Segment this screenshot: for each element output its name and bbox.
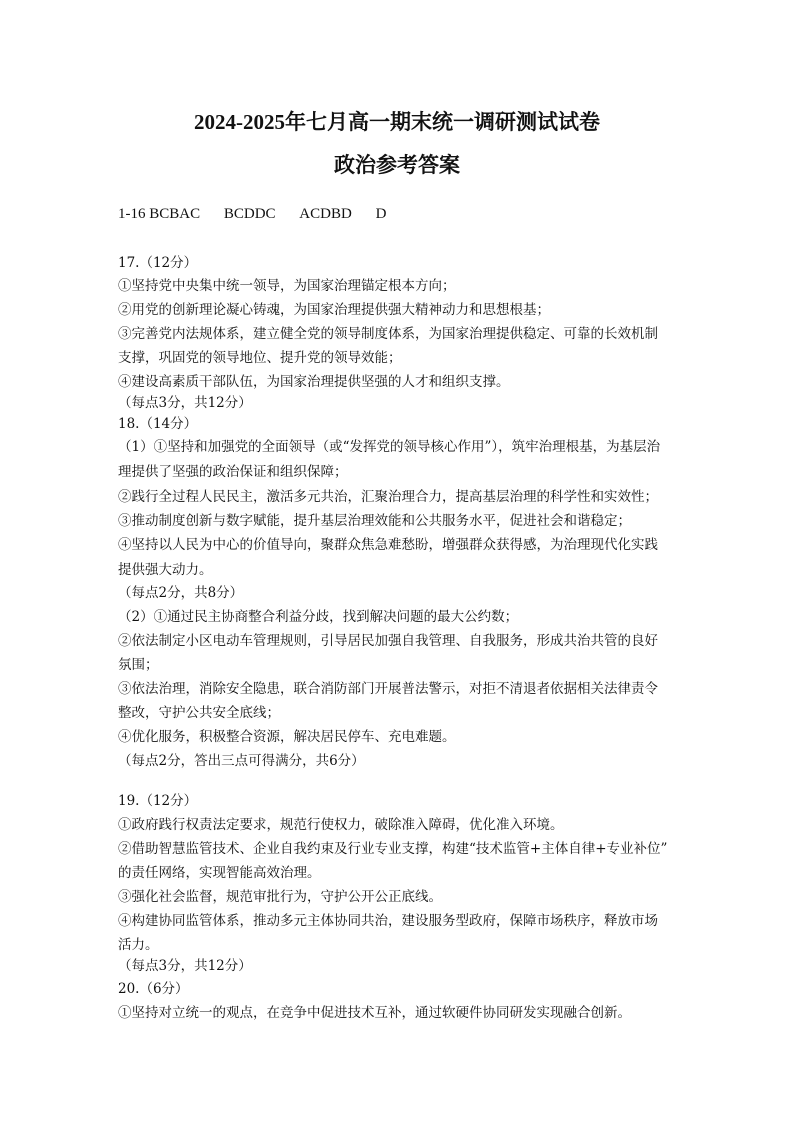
document-title: 2024-2025年七月高一期末统一调研测试试卷 bbox=[194, 110, 600, 134]
text-line: ①坚持党中央集中统一领导，为国家治理锚定根本方向； bbox=[118, 278, 456, 294]
document-subtitle: 政治参考答案 bbox=[334, 153, 460, 177]
multiple-choice-answers bbox=[118, 206, 386, 223]
text-line: 理提供了坚强的政治保证和组织保障； bbox=[118, 464, 348, 480]
text-line: （1）①坚持和加强党的全面领导（或“发挥党的领导核心作用”），筑牢治理根基，为基层治 bbox=[118, 439, 661, 455]
text-line: 整改，守护公共安全底线； bbox=[118, 705, 280, 721]
answer-group-3: ACDBD bbox=[299, 206, 352, 222]
text-line: ②依法制定小区电动车管理规则，引导居民加强自我管理、自我服务，形成共治共管的良好 bbox=[118, 633, 658, 649]
text-line: 18.（14分） bbox=[118, 416, 198, 432]
text-line: 19.（12分） bbox=[118, 793, 198, 809]
text-line: ③推动制度创新与数字赋能，提升基层治理效能和公共服务水平，促进社会和谐稳定； bbox=[118, 513, 631, 529]
text-line: ③完善党内法规体系，建立健全党的领导制度体系，为国家治理提供稳定、可靠的长效机制 bbox=[118, 326, 658, 342]
text-line: （2）①通过民主协商整合利益分歧，找到解决问题的最大公约数； bbox=[118, 609, 519, 625]
text-line: ④优化服务，积极整合资源，解决居民停车、充电难题。 bbox=[118, 729, 456, 745]
text-line: ①政府践行权责法定要求，规范行使权力，破除准入障碍，优化准入环境。 bbox=[118, 817, 564, 833]
text-line: ③强化社会监督，规范审批行为，守护公开公正底线。 bbox=[118, 889, 442, 905]
text-line: ②践行全过程人民民主，激活多元共治，汇聚治理合力，提高基层治理的科学性和实效性； bbox=[118, 489, 658, 505]
answer-group-2: BCDDC bbox=[223, 206, 276, 222]
text-line: （每点2分，答出三点可得满分，共6分） bbox=[118, 753, 365, 769]
text-line: ③依法治理，消除安全隐患，联合消防部门开展普法警示，对拒不清退者依据相关法律责令 bbox=[118, 681, 658, 697]
text-line: （每点3分，共12分） bbox=[118, 958, 252, 974]
text-line: 20.（6分） bbox=[118, 981, 189, 997]
text-line: 的责任网络，实现智能高效治理。 bbox=[118, 865, 321, 881]
text-line: ①坚持对立统一的观点，在竞争中促进技术互补，通过软硬件协同研发实现融合创新。 bbox=[118, 1005, 631, 1021]
text-line: 17.（12分） bbox=[118, 255, 198, 271]
text-line: ④坚持以人民为中心的价值导向，聚群众焦急难愁盼，增强群众获得感，为治理现代化实践 bbox=[118, 537, 658, 553]
text-line: ②用党的创新理论凝心铸魂，为国家治理提供强大精神动力和思想根基； bbox=[118, 302, 550, 318]
text-line: ④建设高素质干部队伍，为国家治理提供坚强的人才和组织支撑。 bbox=[118, 374, 510, 390]
text-line: 氛围； bbox=[118, 657, 159, 673]
answer-group-1: 1-16 BCBAC bbox=[118, 206, 201, 222]
text-line: （每点3分，共12分） bbox=[118, 395, 252, 411]
answer-group-4: D bbox=[375, 206, 387, 222]
text-line: 支撑，巩固党的领导地位、提升党的领导效能； bbox=[118, 350, 402, 366]
text-line: 活力。 bbox=[118, 937, 159, 953]
text-line: ②借助智慧监管技术、企业自我约束及行业专业支撑，构建“技术监管+主体自律+专业补位” bbox=[118, 841, 668, 857]
text-line: 提供强大动力。 bbox=[118, 562, 213, 578]
text-line: ④构建协同监管体系，推动多元主体协同共治，建设服务型政府，保障市场秩序，释放市场 bbox=[118, 913, 658, 929]
text-line: （每点2分，共8分） bbox=[118, 585, 244, 601]
